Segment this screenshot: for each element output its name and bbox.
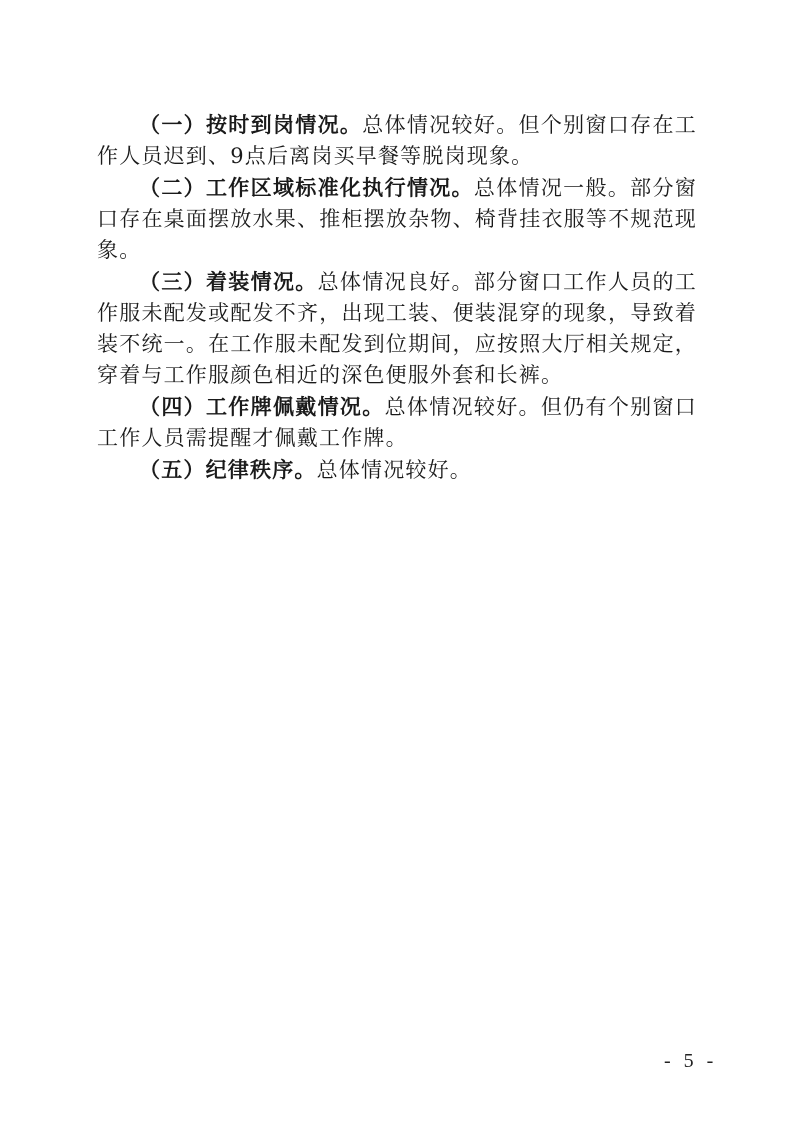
paragraph-text: 总体情况一般。部分窗口存在桌面摆放水果、推柜摆放杂物、椅背挂衣服等不规范现象。: [97, 176, 697, 262]
paragraph-heading: （三）着装情况。: [139, 270, 318, 294]
paragraph-discipline: [97, 455, 697, 486]
paragraph-heading: （一）按时到岗情况。: [139, 113, 363, 137]
paragraph-workspace-standards: [97, 173, 697, 266]
paragraph-text: 总体情况较好。: [316, 458, 473, 482]
paragraph-heading: （五）纪律秩序。: [139, 458, 317, 482]
paragraph-text: 总体情况较好。但个别窗口存在工作人员迟到、9点后离岗买早餐等脱岗现象。: [97, 113, 697, 168]
paragraph-text: 总体情况较好。但仍有个别窗口工作人员需提醒才佩戴工作牌。: [97, 395, 697, 450]
paragraph-heading: （四）工作牌佩戴情况。: [139, 395, 385, 419]
page-number: - 5 -: [664, 1050, 718, 1072]
paragraph-badge-wearing: [97, 392, 697, 454]
paragraph-heading: （二）工作区域标准化执行情况。: [139, 176, 474, 200]
document-body: [97, 110, 697, 487]
paragraph-dress-code: [97, 267, 697, 391]
paragraph-text: 总体情况良好。部分窗口工作人员的工作服未配发或配发不齐，出现工装、便装混穿的现象，导致着装不统一。在工作服未配发到位期间，应按照大厅相关规定，穿着与工作服颜色相近的深色便服外套和长裤。: [97, 270, 697, 387]
paragraph-attendance: [97, 110, 697, 172]
